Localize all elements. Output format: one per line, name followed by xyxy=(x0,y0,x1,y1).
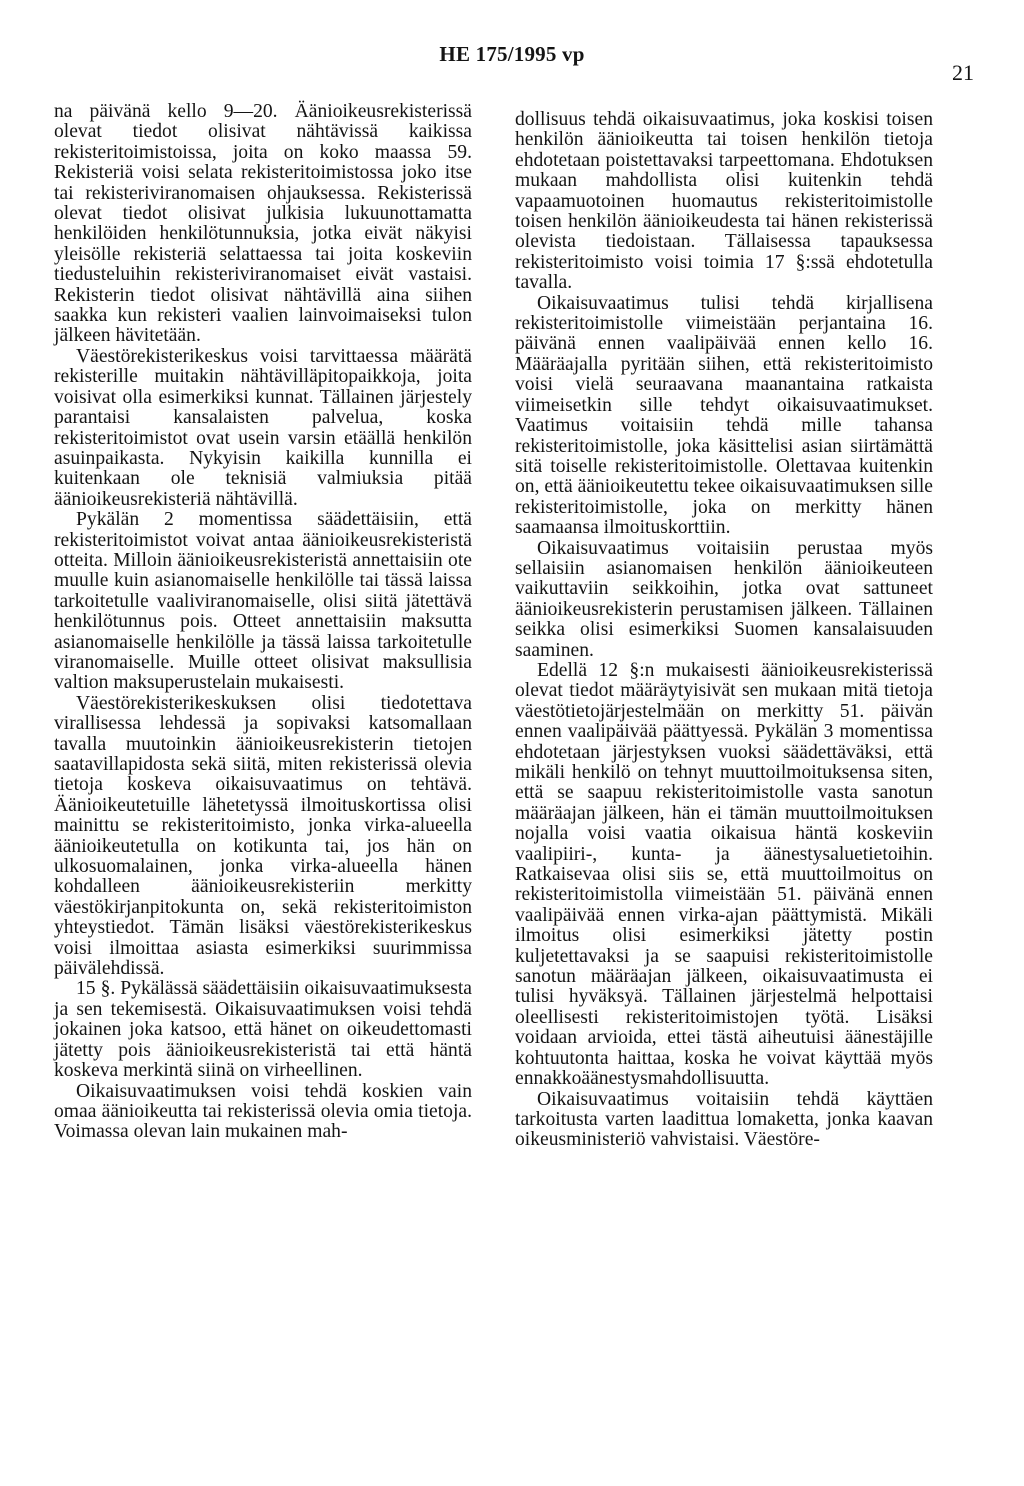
page-number: 21 xyxy=(952,60,974,85)
paragraph: dollisuus tehdä oikaisuvaatimus, joka koskisi toisen henkilön äänioikeutta tai toisen henkilön tietoja ehdotetaan poistettavaksi tarpeettomana. Ehdotuksen mukaan mahdollista olisi kuitenkin tehdä vapaamuotoinen huomautus rekisteritoimistolle toisen henkilön äänioikeudesta tai hänen rekisterissä olevista tiedoistaan. Tällaisessa tapauksessa rekisteritoimisto voisi toimia 17 §:ssä ehdotetulla tavalla. xyxy=(515,109,933,294)
paragraph: na päivänä kello 9—20. Äänioikeusrekisterissä olevat tiedot olisivat nähtävissä kaikissa rekisteritoimistoissa, joita on koko maassa 59. Rekisteriä voisi selata rekisteritoimistossa joko itse tai rekisteriviranomaisen ohjauksessa. Rekisterissä olevat tiedot olisivat julkisia lukuunottamatta henkilöiden henkilötunnuksia, jotka eivät näkyisi yleisölle rekisteriä selattaessa tai joita koskeviin tiedusteluihin rekisteriviranomaiset eivät vastaisi. Rekisterin tiedot olisivat nähtävillä aina siihen saakka kun rekisteri vaalien lainvoimaiseksi tulon jälkeen hävitetään. xyxy=(54,101,472,347)
paragraph: Väestörekisterikeskuksen olisi tiedotettava virallisessa lehdessä ja sopivaksi katsomallaan tavalla muutoinkin äänioikeusrekisterin tietojen saatavillapidosta sekä siitä, miten rekisterissä olevia tietoja koskeva oikaisuvaatimus on tehtävä. Äänioikeutetuille lähetetyssä ilmoituskortissa olisi mainittu se rekisteritoimisto, jonka virka-alueella äänioikeutetulla on kotikunta tai, jos hän on ulkosuomalainen, jonka virka-alueella hänen kohdalleen äänioikeusrekisteriin merkitty väestökirjanpitokunta on, sekä rekisteritoimiston yhteystiedot. Tämän lisäksi väestörekisterikeskus voisi ilmoittaa asiasta esimerkiksi suurimmissa päivälehdissä. xyxy=(54,692,472,980)
paragraph: Edellä 12 §:n mukaisesti äänioikeusrekisterissä olevat tiedot määräytyisivät sen mukaan mitä tietoja väestötietojärjestelmään on merkitty 51. päivän ennen vaalipäivää päättyessä. Pykälän 3 momentissa ehdotetaan järjestyksen vuoksi säädettäväksi, että mikäli henkilö on tehnyt muuttoilmoituksensa siten, että se saapuu rekisteritoimistolle vasta sanotun määräajan jälkeen, hän ei tämän muuttoilmoituksen nojalla voisi vaatia oikaisua häntä koskeviin vaalipiiri-, kunta- ja äänestysaluetietoihin. Ratkaisevaa olisi siis se, että muuttoilmoitus on rekisteritoimistolla viimeistään 51. päivänä ennen vaalipäivää ennen virka-ajan päättymistä. Mikäli ilmoitus olisi esimerkiksi jätetty postin kuljetettavaksi ja se saapuisi rekisteritoimistolle sanotun määräajan jälkeen, oikaisuvaatimusta ei tulisi hyväksyä. Tällainen järjestelmä helpottaisi oleellisesti rekisteritoimistojen työtä. Lisäksi voidaan arvioida, ettei tästä aiheutuisi äänestäjille kohtuutonta haittaa, koska he voivat käyttää myös ennakkoäänestysmahdollisuutta. xyxy=(515,659,933,1090)
right-column xyxy=(515,110,933,1151)
left-column xyxy=(54,102,472,1143)
paragraph: Väestörekisterikeskus voisi tarvittaessa määrätä rekisterille muitakin nähtävilläpitopaikkoja, joita voisivat olla esimerkiksi kunnat. Tällainen järjestely parantaisi kansalaisten palvelua, koska rekisteritoimistot ovat usein varsin etäällä henkilön asuinpaikasta. Nykyisin kaikilla kunnilla ei kuitenkaan ole teknisiä valmiuksia pitää äänioikeusrekisteriä nähtävillä. xyxy=(54,345,472,510)
paragraph: Pykälän 2 momentissa säädettäisiin, että rekisteritoimistot voivat antaa äänioikeusrekisteristä otteita. Milloin äänioikeusrekisteristä annettaisiin ote muulle kuin asianomaiselle henkilölle tai tässä laissa tarkoitetulle vaaliviranomaiselle, olisi siitä jätettävä henkilötunnus pois. Otteet annettaisiin maksutta asianomaiselle henkilölle ja tässä laissa tarkoitetulle viranomaiselle. Muille otteet olisivat maksullisia valtion maksuperustelain mukaisesti. xyxy=(54,509,472,694)
paragraph: 15 §. Pykälässä säädettäisiin oikaisuvaatimuksesta ja sen tekemisestä. Oikaisuvaatimuksen voisi tehdä jokainen joka katsoo, että hänet on oikeudettomasti jätetty pois äänioikeusrekisteristä tai että häntä koskeva merkintä siinä on virheellinen. xyxy=(54,978,472,1082)
paragraph: Oikaisuvaatimus tulisi tehdä kirjallisena rekisteritoimistolle viimeistään perjantaina 16. päivänä ennen vaalipäivää ennen kello 16. Määräajalla pyritään siihen, että rekisteritoimisto voisi vielä seuraavana maanantaina ratkaista viimeisetkin sille tehdyt oikaisuvaatimukset. Vaatimus voitaisiin tehdä mille tahansa rekisteritoimistolle, joka käsittelisi asian siirtämättä sitä toiselle rekisteritoimistolle. Olettavaa kuitenkin on, että äänioikeutettu tekee oikaisuvaatimuksen sille rekisteritoimistolle, joka on merkitty hänen saamaansa ilmoituskorttiin. xyxy=(515,292,933,539)
running-head: HE 175/1995 vp xyxy=(439,42,585,66)
paragraph: Oikaisuvaatimus voitaisiin perustaa myös sellaisiin asianomaisen henkilön äänioikeuteen vaikuttaviin seikkoihin, jotka ovat sattuneet äänioikeusrekisterin perustamisen jälkeen. Tällainen seikka olisi esimerkiksi Suomen kansalaisuuden saaminen. xyxy=(515,537,933,661)
paragraph: Oikaisuvaatimuksen voisi tehdä koskien vain omaa äänioikeutta tai rekisterissä olevia omia tietoja. Voimassa olevan lain mukainen mah- xyxy=(54,1080,472,1143)
paragraph: Oikaisuvaatimus voitaisiin tehdä käyttäen tarkoitusta varten laadittua lomaketta, jonka kaavan oikeusministeriö vahvistaisi. Väestöre- xyxy=(515,1088,933,1151)
